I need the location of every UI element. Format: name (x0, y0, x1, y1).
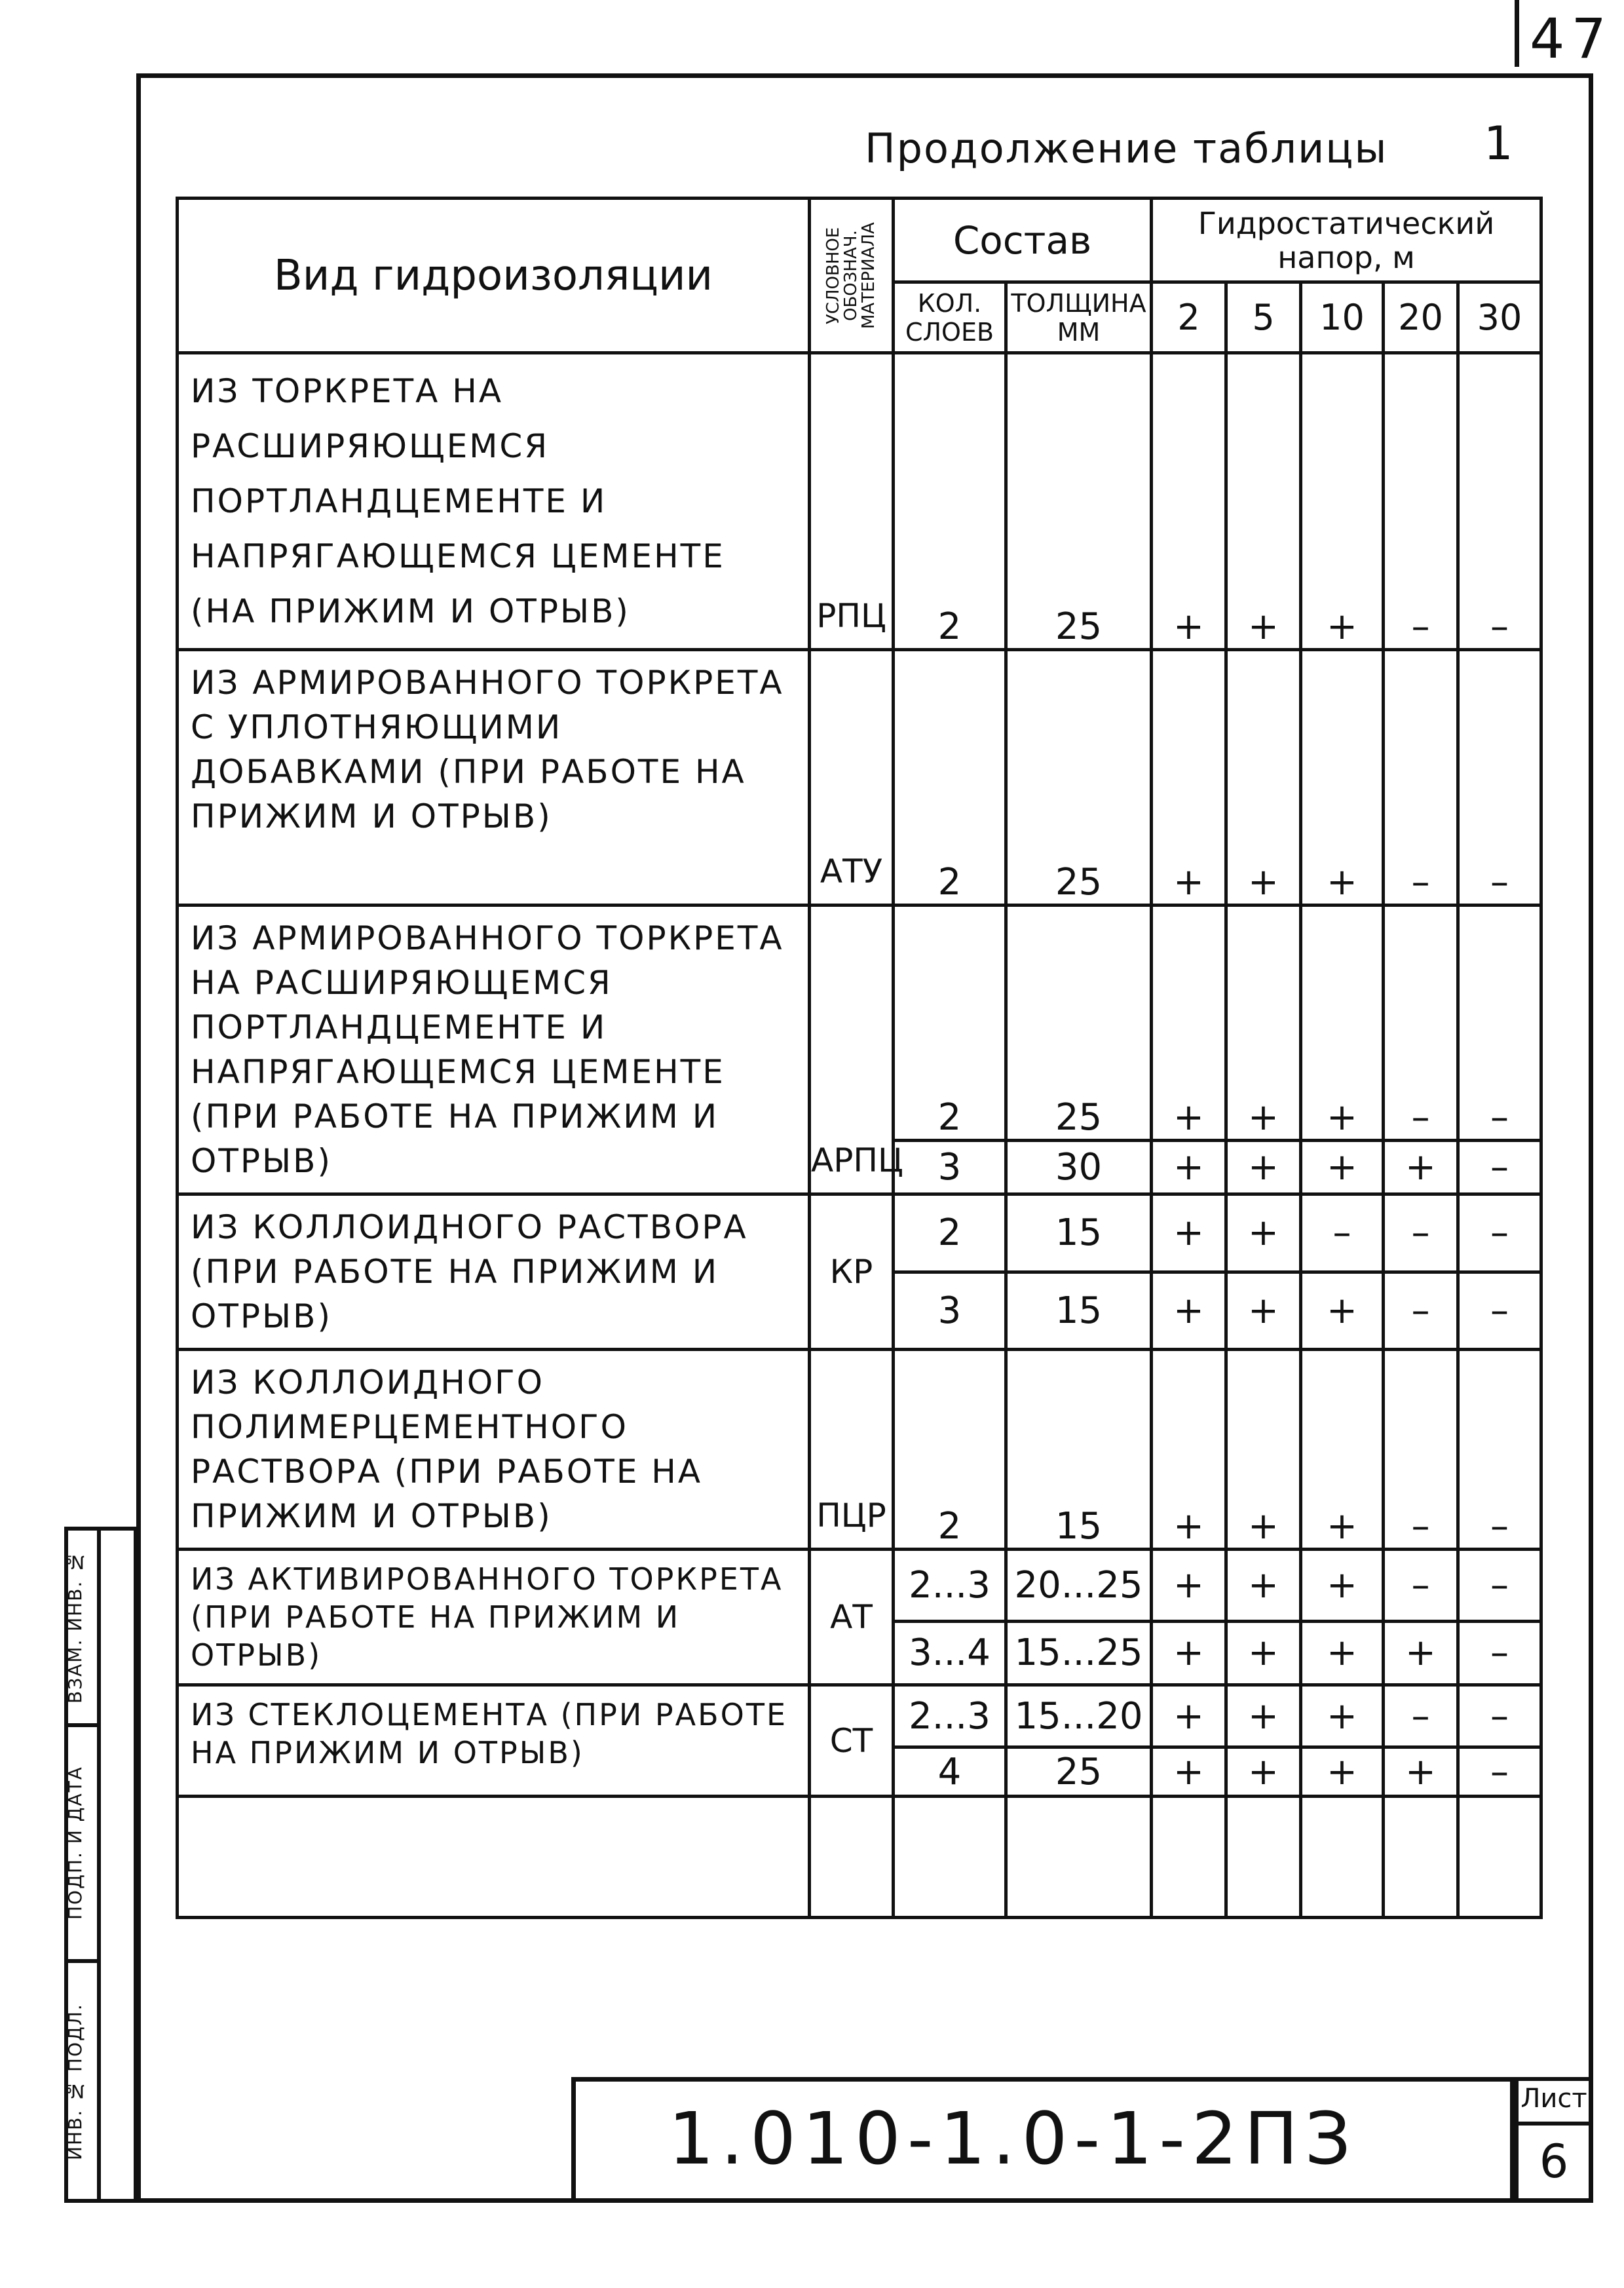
stamp-inv-podl: ИНВ. № ПОДЛ. (64, 2003, 86, 2161)
mark-cell: – (1384, 1685, 1458, 1747)
header-napor: Гидростатический напор, м (1152, 199, 1541, 282)
mark-cell: + (1384, 1747, 1458, 1797)
stamp-vzam-inv: ВЗАМ. ИНВ. № (64, 1550, 86, 1704)
header-sostav: Состав (894, 199, 1152, 282)
row-description: ИЗ КОЛЛОИДНОГО ПОЛИМЕРЦЕМЕНТНОГО РАСТВОРА (ПРИ РАБОТЕ НА ПРИЖИМ И ОТРЫВ) (178, 1350, 810, 1550)
mark-cell: – (1458, 353, 1541, 650)
mark-cell: – (1458, 1140, 1541, 1194)
thickness-cell: 15...25 (1006, 1621, 1152, 1685)
mark-cell: + (1226, 1685, 1301, 1747)
thickness-cell: 25 (1006, 1747, 1152, 1797)
mark-cell: + (1226, 1140, 1301, 1194)
document-code: 1.010-1.0-1-2ПЗ (668, 2097, 1358, 2181)
mark-cell: + (1301, 650, 1384, 906)
left-stamp-rule (64, 1723, 101, 1727)
mark-cell: – (1384, 650, 1458, 906)
table-caption-number: 1 (1484, 117, 1513, 170)
row-symbol: РПЦ (810, 353, 894, 650)
row-description: ИЗ СТЕКЛОЦЕМЕНТА (ПРИ РАБОТЕ НА ПРИЖИМ И ОТРЫВ) (178, 1685, 810, 1797)
mark-cell: – (1458, 906, 1541, 1141)
mark-cell: – (1384, 906, 1458, 1141)
mark-cell: – (1301, 1194, 1384, 1272)
mark-cell: + (1226, 1747, 1301, 1797)
mark-cell: – (1458, 1747, 1541, 1797)
row-description: ИЗ АКТИВИРОВАННОГО ТОРКРЕТА (ПРИ РАБОТЕ НА ПРИЖИМ И ОТРЫВ) (178, 1550, 810, 1685)
thickness-cell: 25 (1006, 353, 1152, 650)
row-description: ИЗ ТОРКРЕТА НА РАСШИРЯЮЩЕМСЯ ПОРТЛАНДЦЕМЕНТЕ И НАПРЯГАЮЩЕМСЯ ЦЕМЕНТЕ (НА ПРИЖИМ И ОТРЫВ) (178, 353, 810, 650)
mark-cell: + (1226, 353, 1301, 650)
stamp-podp-data: ПОДП. И ДАТА (64, 1766, 86, 1920)
table-row (178, 650, 1541, 906)
table-row (178, 906, 1541, 1141)
table-caption: Продолжение таблицы (865, 124, 1388, 172)
layers-cell: 3 (894, 1140, 1006, 1194)
row-symbol: АРПЦ (810, 906, 894, 1194)
header-layers: КОЛ. СЛОЕВ (894, 282, 1006, 353)
page-number: 47 (1530, 7, 1613, 71)
mark-cell: + (1152, 1685, 1226, 1747)
row-description: ИЗ КОЛЛОИДНОГО РАСТВОРА (ПРИ РАБОТЕ НА ПРИЖИМ И ОТРЫВ) (178, 1194, 810, 1350)
row-description: ИЗ АРМИРОВАННОГО ТОРКРЕТА С УПЛОТНЯЮЩИМИ ДОБАВКАМИ (ПРИ РАБОТЕ НА ПРИЖИМ И ОТРЫВ) (178, 650, 810, 906)
layers-cell: 2 (894, 1350, 1006, 1550)
thickness-cell: 15 (1006, 1272, 1152, 1350)
left-stamp-rule (64, 1959, 101, 1963)
row-symbol: СТ (810, 1685, 894, 1797)
mark-cell: + (1226, 1194, 1301, 1272)
thickness-cell: 15...20 (1006, 1685, 1152, 1747)
header-pressure-10: 10 (1301, 282, 1384, 353)
row-description: ИЗ АРМИРОВАННОГО ТОРКРЕТА НА РАСШИРЯЮЩЕМСЯ ПОРТЛАНДЦЕМЕНТЕ И НАПРЯГАЮЩЕМСЯ ЦЕМЕНТЕ (ПРИ РАБОТЕ НА ПРИЖИМ И ОТРЫВ) (178, 906, 810, 1194)
mark-cell: + (1152, 1272, 1226, 1350)
table-row (178, 1685, 1541, 1747)
mark-cell: – (1384, 1272, 1458, 1350)
row-symbol: АТУ (810, 650, 894, 906)
mark-cell: + (1152, 1194, 1226, 1272)
mark-cell: – (1384, 1550, 1458, 1622)
mark-cell: + (1152, 650, 1226, 906)
mark-cell: + (1152, 906, 1226, 1141)
header-pressure-5: 5 (1226, 282, 1301, 353)
header-vid: Вид гидроизоляции (178, 199, 810, 353)
thickness-cell: 15 (1006, 1350, 1152, 1550)
header-pressure-30: 30 (1458, 282, 1541, 353)
thickness-cell: 25 (1006, 906, 1152, 1141)
mark-cell: – (1458, 1621, 1541, 1685)
mark-cell: + (1301, 1747, 1384, 1797)
table-row (178, 353, 1541, 650)
mark-cell: – (1384, 1350, 1458, 1550)
hydroisolation-table (176, 197, 1543, 1919)
mark-cell: + (1226, 1272, 1301, 1350)
table-row-empty (178, 1797, 1541, 1918)
mark-cell: + (1226, 650, 1301, 906)
mark-cell: + (1152, 1621, 1226, 1685)
page-number-rule (1515, 0, 1519, 67)
layers-cell: 2 (894, 906, 1006, 1141)
mark-cell: + (1152, 353, 1226, 650)
layers-cell: 2...3 (894, 1685, 1006, 1747)
mark-cell: + (1301, 1350, 1384, 1550)
header-symbol (810, 199, 894, 353)
mark-cell: + (1301, 1685, 1384, 1747)
sheet-divider (1515, 2122, 1593, 2126)
header-thickness: ТОЛЩИНА ММ (1006, 282, 1152, 353)
thickness-cell: 30 (1006, 1140, 1152, 1194)
layers-cell: 2 (894, 353, 1006, 650)
mark-cell: + (1226, 1550, 1301, 1622)
mark-cell: – (1384, 1194, 1458, 1272)
mark-cell: – (1458, 1194, 1541, 1272)
mark-cell: + (1301, 1140, 1384, 1194)
mark-cell: + (1226, 1350, 1301, 1550)
layers-cell: 4 (894, 1747, 1006, 1797)
table-row (178, 1350, 1541, 1550)
mark-cell: – (1384, 353, 1458, 650)
mark-cell: + (1301, 1272, 1384, 1350)
mark-cell: + (1152, 1550, 1226, 1622)
sheet-number: 6 (1539, 2135, 1569, 2188)
thickness-cell: 20...25 (1006, 1550, 1152, 1622)
row-symbol: КР (810, 1194, 894, 1350)
table-row (178, 1550, 1541, 1622)
header-symbol-text: УСЛОВНОЕ ОБОЗНАЧ. МАТЕРИАЛА (823, 222, 878, 329)
header-pressure-20: 20 (1384, 282, 1458, 353)
mark-cell: + (1301, 1550, 1384, 1622)
mark-cell: + (1152, 1747, 1226, 1797)
header-pressure-2: 2 (1152, 282, 1226, 353)
mark-cell: + (1301, 1621, 1384, 1685)
mark-cell: + (1384, 1140, 1458, 1194)
layers-cell: 2 (894, 650, 1006, 906)
mark-cell: + (1152, 1350, 1226, 1550)
layers-cell: 2...3 (894, 1550, 1006, 1622)
mark-cell: + (1301, 906, 1384, 1141)
mark-cell: + (1226, 1621, 1301, 1685)
mark-cell: + (1301, 353, 1384, 650)
mark-cell: + (1152, 1140, 1226, 1194)
row-symbol: ПЦР (810, 1350, 894, 1550)
layers-cell: 3 (894, 1272, 1006, 1350)
mark-cell: – (1458, 1272, 1541, 1350)
mark-cell: + (1226, 906, 1301, 1141)
layers-cell: 2 (894, 1194, 1006, 1272)
sheet-label: Лист (1520, 2084, 1587, 2114)
row-symbol: АТ (810, 1550, 894, 1685)
mark-cell: – (1458, 1350, 1541, 1550)
mark-cell: – (1458, 1685, 1541, 1747)
thickness-cell: 25 (1006, 650, 1152, 906)
mark-cell: – (1458, 650, 1541, 906)
table-row (178, 1194, 1541, 1272)
layers-cell: 3...4 (894, 1621, 1006, 1685)
mark-cell: – (1458, 1550, 1541, 1622)
thickness-cell: 15 (1006, 1194, 1152, 1272)
mark-cell: + (1384, 1621, 1458, 1685)
